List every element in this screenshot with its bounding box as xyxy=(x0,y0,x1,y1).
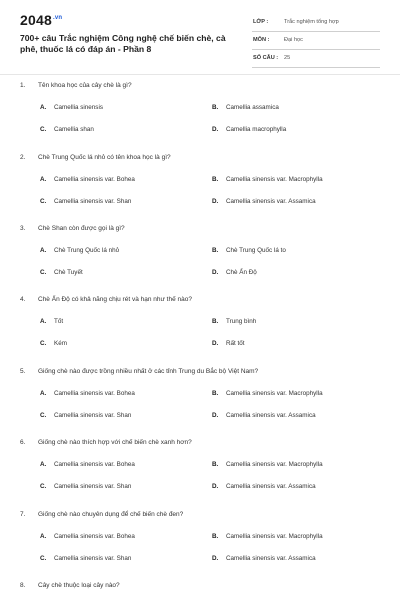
option-letter: C. xyxy=(40,126,47,133)
option-text: Camellia sinensis var. Shan xyxy=(54,555,132,562)
question-number: 7. xyxy=(20,511,26,518)
question-text: Giống chè nào chuyên dụng để chế biến chè đen? xyxy=(38,511,184,518)
answer-option[interactable] xyxy=(40,104,103,111)
option-letter: D. xyxy=(212,340,219,347)
answer-option[interactable] xyxy=(212,104,279,111)
option-text: Camellia sinensis var. Bohea xyxy=(54,533,135,540)
option-letter: A. xyxy=(40,176,47,183)
answer-option[interactable] xyxy=(212,198,316,205)
option-letter: D. xyxy=(212,198,219,205)
answer-option[interactable] xyxy=(40,390,135,397)
answer-option[interactable] xyxy=(212,533,323,540)
option-letter: B. xyxy=(212,176,219,183)
option-text: Camellia sinensis var. Macrophylla xyxy=(226,390,323,397)
answer-option[interactable] xyxy=(40,340,67,347)
option-text: Rất tốt xyxy=(226,340,245,347)
option-text: Tốt xyxy=(54,318,64,325)
option-letter: A. xyxy=(40,390,47,397)
option-letter: B. xyxy=(212,390,219,397)
option-letter: B. xyxy=(212,533,219,540)
meta-value: 25 xyxy=(284,55,291,61)
meta-value: Đại học xyxy=(284,37,303,43)
answer-option[interactable] xyxy=(212,126,286,133)
option-text: Camellia sinensis var. Macrophylla xyxy=(226,176,323,183)
logo-domain: .vn xyxy=(52,15,63,22)
meta-key: SỐ CÂU : xyxy=(253,55,279,61)
answer-option[interactable] xyxy=(40,126,94,133)
question-number: 1. xyxy=(20,82,26,89)
option-letter: C. xyxy=(40,198,47,205)
question-text: Chè Ấn Độ có khả năng chịu rét và hạn như thế nào? xyxy=(38,296,192,303)
option-text: Camellia sinensis var. Assamica xyxy=(226,483,316,490)
option-text: Camellia sinensis var. Bohea xyxy=(54,390,135,397)
meta-key: LỚP : xyxy=(253,19,269,25)
option-text: Camellia sinensis var. Assamica xyxy=(226,412,316,419)
option-text: Chè Ấn Độ xyxy=(226,269,257,276)
answer-option[interactable] xyxy=(212,247,286,254)
answer-option[interactable] xyxy=(212,340,245,347)
answer-option[interactable] xyxy=(212,483,316,490)
question-number: 4. xyxy=(20,296,26,303)
option-text: Camellia sinensis var. Bohea xyxy=(54,176,135,183)
question-text: Cây chè thuộc loại cây nào? xyxy=(38,582,120,589)
option-text: Chè Tuyết xyxy=(54,269,83,276)
option-letter: B. xyxy=(212,247,219,254)
meta-row-count xyxy=(252,50,380,68)
meta-table xyxy=(252,14,380,68)
option-letter: C. xyxy=(40,269,47,276)
question-text: Chè Trung Quốc lá nhỏ có tên khoa học là gì? xyxy=(38,154,171,161)
option-letter: B. xyxy=(212,104,219,111)
meta-key: MÔN : xyxy=(253,37,270,43)
answer-option[interactable] xyxy=(212,318,256,325)
answer-option[interactable] xyxy=(212,461,323,468)
answer-option[interactable] xyxy=(212,390,323,397)
option-letter: A. xyxy=(40,318,47,325)
answer-option[interactable] xyxy=(40,198,131,205)
question-number: 3. xyxy=(20,225,26,232)
answer-option[interactable] xyxy=(40,269,83,276)
answer-option[interactable] xyxy=(40,461,135,468)
option-letter: C. xyxy=(40,483,47,490)
header-divider xyxy=(0,74,400,75)
answer-option[interactable] xyxy=(212,269,257,276)
option-letter: B. xyxy=(212,461,219,468)
document-header xyxy=(0,0,400,74)
answer-option[interactable] xyxy=(40,176,135,183)
answer-option[interactable] xyxy=(212,412,316,419)
logo-text: 2048 xyxy=(20,12,52,28)
option-text: Camellia assamica xyxy=(226,104,279,111)
option-letter: D. xyxy=(212,269,219,276)
option-text: Camellia sinensis var. Assamica xyxy=(226,198,316,205)
answer-option[interactable] xyxy=(40,412,131,419)
option-text: Chè Trung Quốc lá to xyxy=(226,247,286,254)
meta-row-class xyxy=(252,14,380,32)
answer-option[interactable] xyxy=(40,247,119,254)
option-letter: C. xyxy=(40,555,47,562)
option-letter: D. xyxy=(212,555,219,562)
question-text: Tên khoa học của cây chè là gì? xyxy=(38,82,132,89)
question-number: 8. xyxy=(20,582,26,589)
answer-option[interactable] xyxy=(212,176,323,183)
answer-option[interactable] xyxy=(40,483,131,490)
meta-value: Trắc nghiệm tổng hợp xyxy=(284,19,339,25)
option-letter: B. xyxy=(212,318,219,325)
option-text: Camellia sinensis var. Shan xyxy=(54,412,132,419)
question-number: 2. xyxy=(20,154,26,161)
option-text: Camellia sinensis xyxy=(54,104,103,111)
question-text: Giống chè nào được trồng nhiều nhất ở các tỉnh Trung du Bắc bộ Việt Nam? xyxy=(38,368,259,375)
site-logo[interactable] xyxy=(20,12,62,28)
option-text: Camellia sinensis var. Macrophylla xyxy=(226,533,323,540)
answer-option[interactable] xyxy=(40,555,131,562)
option-letter: A. xyxy=(40,533,47,540)
question-text: Chè Shan còn được gọi là gì? xyxy=(38,225,125,232)
document-title: 700+ câu Trắc nghiệm Công nghệ chế biến chè, cà phê, thuốc lá có đáp án - Phần 8 xyxy=(20,33,226,54)
option-text: Trung bình xyxy=(226,318,257,325)
option-letter: D. xyxy=(212,483,219,490)
option-letter: D. xyxy=(212,412,219,419)
question-number: 5. xyxy=(20,368,26,375)
option-text: Camellia sinensis var. Macrophylla xyxy=(226,461,323,468)
option-letter: C. xyxy=(40,412,47,419)
option-text: Camellia sinensis var. Shan xyxy=(54,198,132,205)
option-letter: A. xyxy=(40,247,47,254)
option-text: Camellia sinensis var. Bohea xyxy=(54,461,135,468)
option-text: Camellia sinensis var. Shan xyxy=(54,483,132,490)
option-text: Camellia macrophylla xyxy=(226,126,287,133)
option-text: Camellia sinensis var. Assamica xyxy=(226,555,316,562)
meta-row-subject xyxy=(252,32,380,50)
option-letter: D. xyxy=(212,126,219,133)
option-letter: A. xyxy=(40,461,47,468)
option-text: Chè Trung Quốc lá nhỏ xyxy=(54,247,120,254)
option-letter: C. xyxy=(40,340,47,347)
option-text: Kém xyxy=(54,340,67,347)
option-letter: A. xyxy=(40,104,47,111)
option-text: Camellia shan xyxy=(54,126,94,133)
question-text: Giống chè nào thích hợp với chế biến chè xanh hơn? xyxy=(38,439,192,446)
answer-option[interactable] xyxy=(40,533,135,540)
answer-option[interactable] xyxy=(40,318,63,325)
question-number: 6. xyxy=(20,439,26,446)
answer-option[interactable] xyxy=(212,555,316,562)
